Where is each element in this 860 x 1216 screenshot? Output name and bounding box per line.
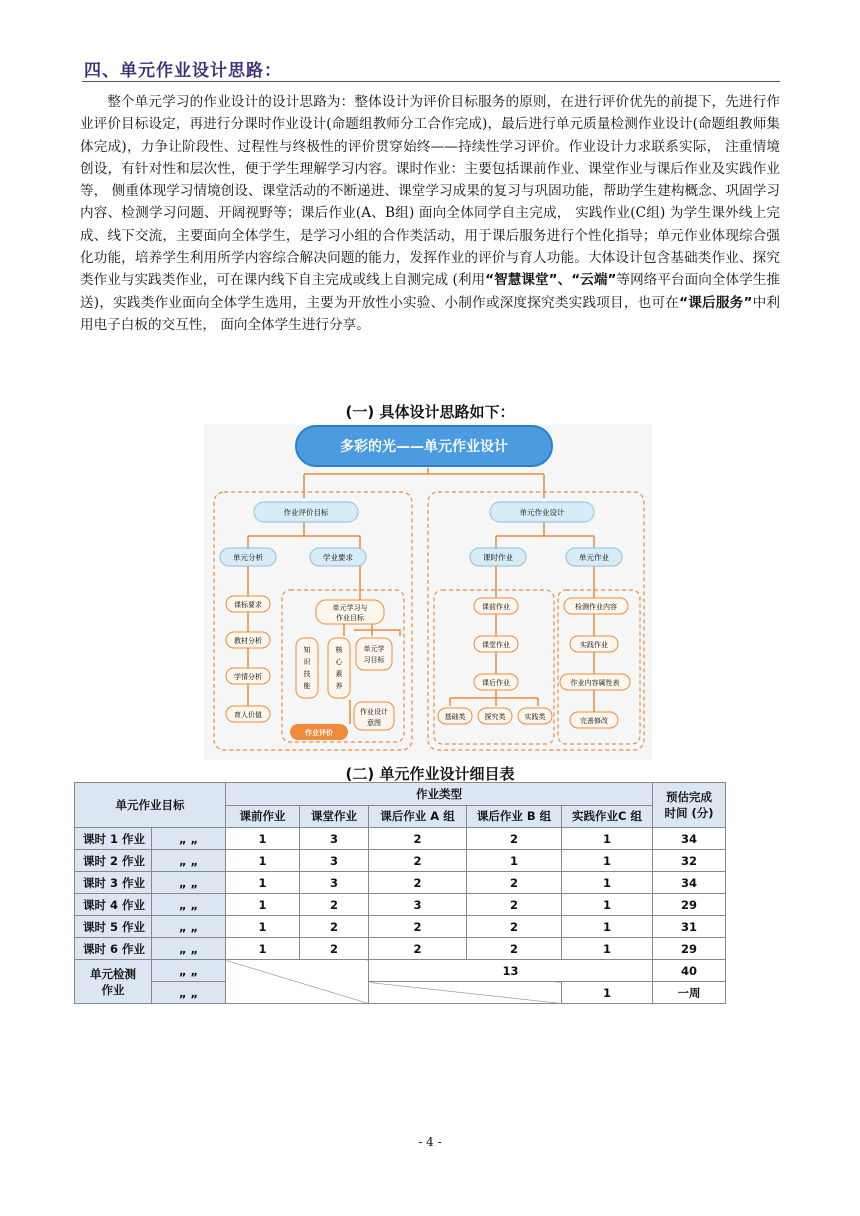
right-b-item-2: 实践作业 xyxy=(580,641,608,649)
unit-merged: 13 xyxy=(369,960,653,982)
cell: 2 xyxy=(300,894,369,916)
table-row xyxy=(75,828,726,850)
left-v1-4: 能 xyxy=(303,682,311,690)
cell: 1 xyxy=(562,850,653,872)
table-row xyxy=(75,916,726,938)
right-sub-1: 基础类 xyxy=(444,713,466,721)
unit-time-1: 40 xyxy=(653,960,726,982)
row-tick: „ „ xyxy=(152,828,226,850)
goal-header: 单元作业目标 xyxy=(75,783,226,828)
col-header-4: 课后作业 B 组 xyxy=(467,805,562,828)
unit-c: 1 xyxy=(562,982,653,1004)
left-design-1: 作业设计 xyxy=(360,708,388,716)
col-header-2: 课堂作业 xyxy=(300,805,369,828)
unit-tick-2: „ „ xyxy=(152,982,226,1004)
left-v2-2: 心 xyxy=(335,658,343,666)
caption-design: (一) 具体设计思路如下： xyxy=(345,403,515,421)
left-v1-3: 技 xyxy=(303,670,311,678)
table-row xyxy=(75,850,726,872)
left-head: 作业评价目标 xyxy=(283,508,329,517)
cell: 2 xyxy=(467,938,562,960)
left-a-item-4: 育人价值 xyxy=(234,711,262,719)
cell: 3 xyxy=(300,828,369,850)
left-design-2: 意图 xyxy=(367,719,381,727)
time-cell: 34 xyxy=(653,872,726,894)
left-v1-2: 识 xyxy=(303,658,311,666)
right-a-item-3: 课后作业 xyxy=(482,679,510,687)
right-b-item-3: 作业内容属性表 xyxy=(570,679,620,687)
intro-text-3: 中利用电子白板的交互性， 面向全体学生进行分享。 xyxy=(80,294,780,333)
cell: 2 xyxy=(467,894,562,916)
section-heading: 四、单元作业设计思路： xyxy=(84,61,282,81)
left-a: 单元分析 xyxy=(233,553,263,562)
cell: 2 xyxy=(369,938,467,960)
right-b: 单元作业 xyxy=(579,553,609,562)
cell: 2 xyxy=(300,916,369,938)
intro-text-2: 等网络平台面向全体学生推送)，实践类作业面向全体学生选用，主要为开放性小实验、小制作或深度探究类实践项目，也可在 xyxy=(80,272,780,311)
right-b-item-4: 完善修改 xyxy=(580,717,608,725)
right-sub-3: 实践类 xyxy=(524,713,546,721)
left-a-item-3: 学情分析 xyxy=(234,673,262,681)
cell: 2 xyxy=(369,872,467,894)
cell: 2 xyxy=(369,828,467,850)
time-cell: 29 xyxy=(653,938,726,960)
unit-blank-2 xyxy=(369,982,562,1004)
table-row-unit-2 xyxy=(75,982,726,1004)
right-head: 单元作业设计 xyxy=(519,508,565,517)
unit-label: 单元检测 作业 xyxy=(75,960,152,1004)
cell: 1 xyxy=(562,916,653,938)
cell: 1 xyxy=(467,850,562,872)
cell: 1 xyxy=(562,938,653,960)
row-label: 课时 1 作业 xyxy=(75,828,152,850)
left-a-item-2: 教材分析 xyxy=(234,637,262,645)
left-v1-1: 知 xyxy=(303,646,311,654)
cell: 2 xyxy=(467,828,562,850)
design-diagram xyxy=(204,424,652,760)
left-eval: 作业评价 xyxy=(305,729,333,737)
left-v2-1: 核 xyxy=(335,646,343,654)
row-label: 课时 6 作业 xyxy=(75,938,152,960)
page-number: - 4 - xyxy=(418,1135,442,1149)
cell: 1 xyxy=(226,938,300,960)
time-cell: 32 xyxy=(653,850,726,872)
cell: 3 xyxy=(300,850,369,872)
time-cell: 29 xyxy=(653,894,726,916)
col-header-5: 实践作业C 组 xyxy=(562,805,653,828)
cell: 1 xyxy=(226,850,300,872)
cell: 1 xyxy=(226,872,300,894)
type-header: 作业类型 xyxy=(226,783,653,806)
left-goal-1: 单元学习与 xyxy=(332,604,368,612)
left-v2-4: 养 xyxy=(335,682,343,690)
cell: 2 xyxy=(467,872,562,894)
cell: 3 xyxy=(300,872,369,894)
row-tick: „ „ xyxy=(152,894,226,916)
left-b: 学业要求 xyxy=(323,553,353,562)
table-row xyxy=(75,938,726,960)
row-label: 课时 5 作业 xyxy=(75,916,152,938)
diagram-title: 多彩的光——单元作业设计 xyxy=(340,439,508,455)
unit-tick-1: „ „ xyxy=(152,960,226,982)
homework-table xyxy=(74,782,726,1004)
table-row-unit xyxy=(75,960,726,982)
table-row xyxy=(75,894,726,916)
time-header: 预估完成 时间 (分) xyxy=(653,783,726,828)
cell: 1 xyxy=(226,916,300,938)
left-v2-3: 素 xyxy=(335,670,343,678)
intro-bold-1: “智慧课堂”、“云端” xyxy=(485,272,617,289)
left-a-item-1: 课标要求 xyxy=(234,601,262,609)
right-a-item-1: 课前作业 xyxy=(482,603,510,611)
table-row xyxy=(75,872,726,894)
left-goal3-1: 单元学 xyxy=(363,645,385,653)
right-b-item-1: 检测作业内容 xyxy=(575,603,617,611)
right-sub-2: 探究类 xyxy=(484,713,506,721)
cell: 1 xyxy=(562,828,653,850)
col-header-3: 课后作业 A 组 xyxy=(369,805,467,828)
cell: 2 xyxy=(467,916,562,938)
left-goal-2: 作业目标 xyxy=(336,614,364,622)
row-tick: „ „ xyxy=(152,916,226,938)
unit-time-2: 一周 xyxy=(653,982,726,1004)
row-tick: „ „ xyxy=(152,850,226,872)
intro-text-1: 整个单元学习的作业设计的设计思路为：整体设计为评价目标服务的原则，在进行评价优先的前提下，先进行作业评价目标设定，再进行分课时作业设计(命题组教师分工合作完成)，最后进行单元质量检测作业设计(命题组教师集体完成)，力争让阶段性、过程性与终极性的评价贯穿始终——持续性学习评价。作业设计力求联系实际， 注重情境创设，有针对性和层次性，便于学生理解学习内容。课时作业：主要包括课前作业、课堂作业与课后作业及实践作业等， 侧重体现学习情境创设、课堂活动的不断递进、课堂学习成果的复习与巩固功能，帮助学生建构概念、巩固学习内容、检测学习问题、开阔视野等；课后作业(A、B组) 面向全体同学自主完成， 实践作业(C组) 为学生课外线上完成、线下交流，主要面向全体学生，是学习小组的合作类活动，用于课后服务进行个性化指导；单元作业体现综合强化功能，培养学生利用所学内容综合解决问题的能力，发挥作业的评价与育人功能。大体设计包含基础类作业、探究类作业与实践类作业，可在课内线下自主完成或线上自测完成 (利用 xyxy=(80,94,780,289)
col-header-1: 课前作业 xyxy=(226,805,300,828)
time-cell: 31 xyxy=(653,916,726,938)
intro-paragraph xyxy=(80,91,780,336)
caption-table: (二) 单元作业设计细目表 xyxy=(345,765,515,783)
right-a-item-2: 课堂作业 xyxy=(482,641,510,649)
row-label: 课时 4 作业 xyxy=(75,894,152,916)
unit-blank xyxy=(226,960,369,1004)
heading-rule xyxy=(82,81,780,82)
cell: 2 xyxy=(369,850,467,872)
cell: 1 xyxy=(226,894,300,916)
row-label: 课时 3 作业 xyxy=(75,872,152,894)
row-label: 课时 2 作业 xyxy=(75,850,152,872)
cell: 3 xyxy=(369,894,467,916)
row-tick: „ „ xyxy=(152,872,226,894)
cell: 1 xyxy=(562,872,653,894)
left-goal3-2: 习目标 xyxy=(363,656,385,664)
row-tick: „ „ xyxy=(152,938,226,960)
intro-bold-2: “课后服务” xyxy=(679,294,753,311)
cell: 1 xyxy=(562,894,653,916)
cell: 2 xyxy=(300,938,369,960)
time-cell: 34 xyxy=(653,828,726,850)
cell: 1 xyxy=(226,828,300,850)
right-a: 课时作业 xyxy=(483,553,513,562)
cell: 2 xyxy=(369,916,467,938)
